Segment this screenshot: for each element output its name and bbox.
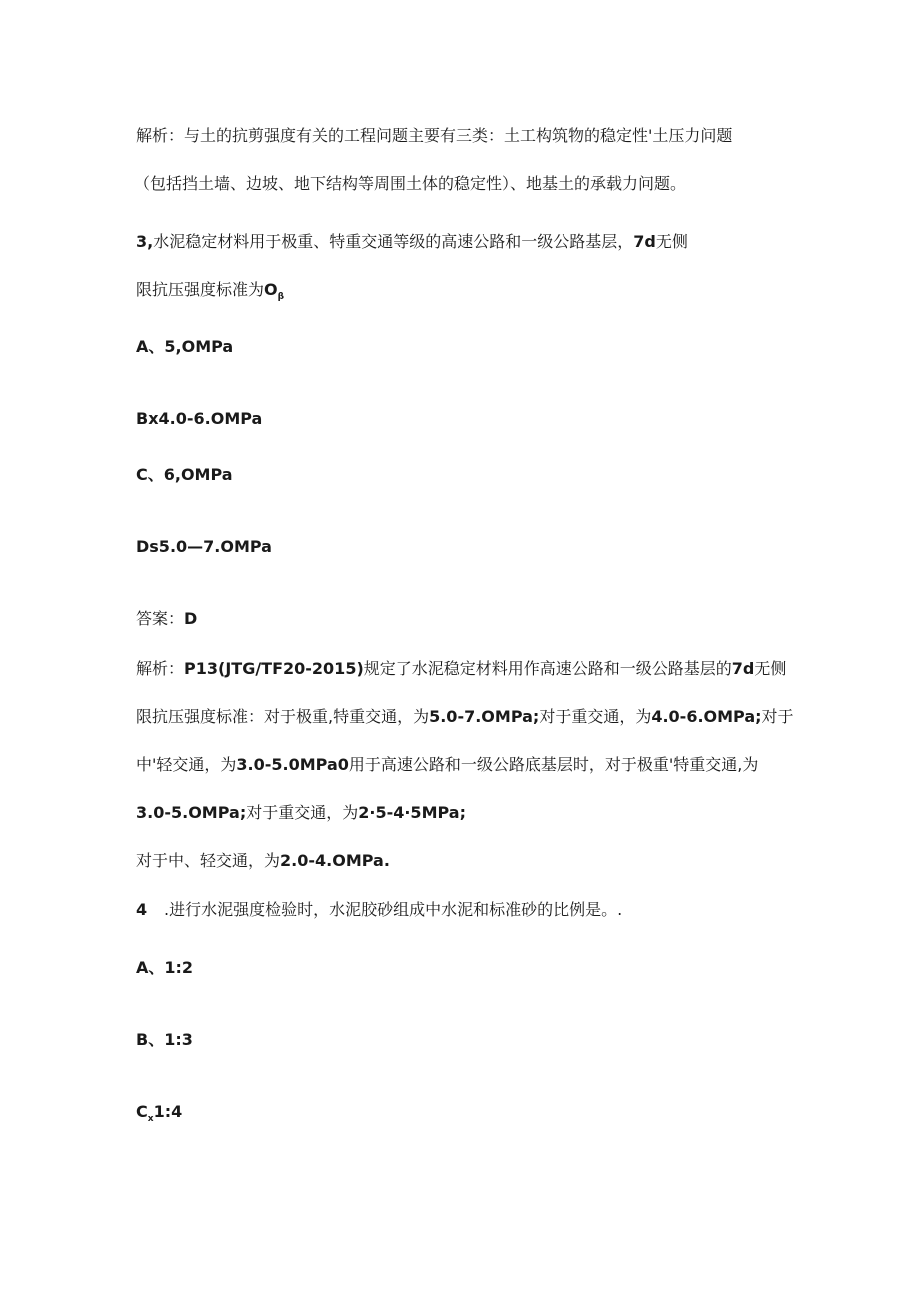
q3-explanation-line-1: 解析：P13(JTG/TF20-2015)规定了水泥稳定材料用作高速公路和一级公路基层的7d无侧 bbox=[136, 659, 787, 678]
answer-value: D bbox=[184, 609, 198, 628]
q3-explanation-line-2: 限抗压强度标准：对于极重,特重交通，为5.0-7.OMPa;对于重交通，为4.0-6.OMPa;对于 bbox=[136, 707, 794, 726]
question-number: 3, bbox=[136, 232, 154, 251]
q3-option-c: C、6,OMPa bbox=[136, 465, 233, 484]
q3-explanation-line-5: 对于中、轻交通，为2.0-4.OMPa. bbox=[136, 851, 390, 870]
q4-option-a: A、1:2 bbox=[136, 958, 194, 977]
q4-stem: 4 .进行水泥强度检验时，水泥胶砂组成中水泥和标准砂的比例是。. bbox=[136, 900, 623, 919]
q3-stem-line-2: 限抗压强度标准为$O_\beta$ bbox=[136, 280, 285, 302]
q3-option-b: Bx4.0-6.OMPa bbox=[136, 409, 263, 428]
q3-answer: 答案：D bbox=[136, 609, 198, 628]
q3-option-a: A、5,OMPa bbox=[136, 337, 234, 356]
q2-analysis-line-2: （包括挡土墙、边坡、地下结构等周围土体的稳定性）、地基土的承载力问题。 bbox=[134, 174, 687, 193]
q3-explanation-line-3: 中'轻交通，为3.0-5.0MPa0用于高速公路和一级公路底基层时，对于极重'特重交通,为 bbox=[136, 755, 759, 774]
q4-option-c: $C_x1:4$ bbox=[136, 1102, 183, 1124]
q3-option-d: Ds5.0—7.OMPa bbox=[136, 537, 272, 556]
q3-stem-line-1: 3,水泥稳定材料用于极重、特重交通等级的高速公路和一级公路基层，7d无侧 bbox=[136, 232, 688, 251]
q4-option-b: B、1:3 bbox=[136, 1030, 193, 1049]
question-number: 4 bbox=[136, 900, 148, 919]
q3-explanation-line-4: 3.0-5.OMPa;对于重交通，为2·5-4·5MPa; bbox=[136, 803, 466, 822]
q2-analysis-line-1: 解析：与土的抗剪强度有关的工程问题主要有三类：土工构筑物的稳定性'土压力问题 bbox=[136, 126, 733, 145]
